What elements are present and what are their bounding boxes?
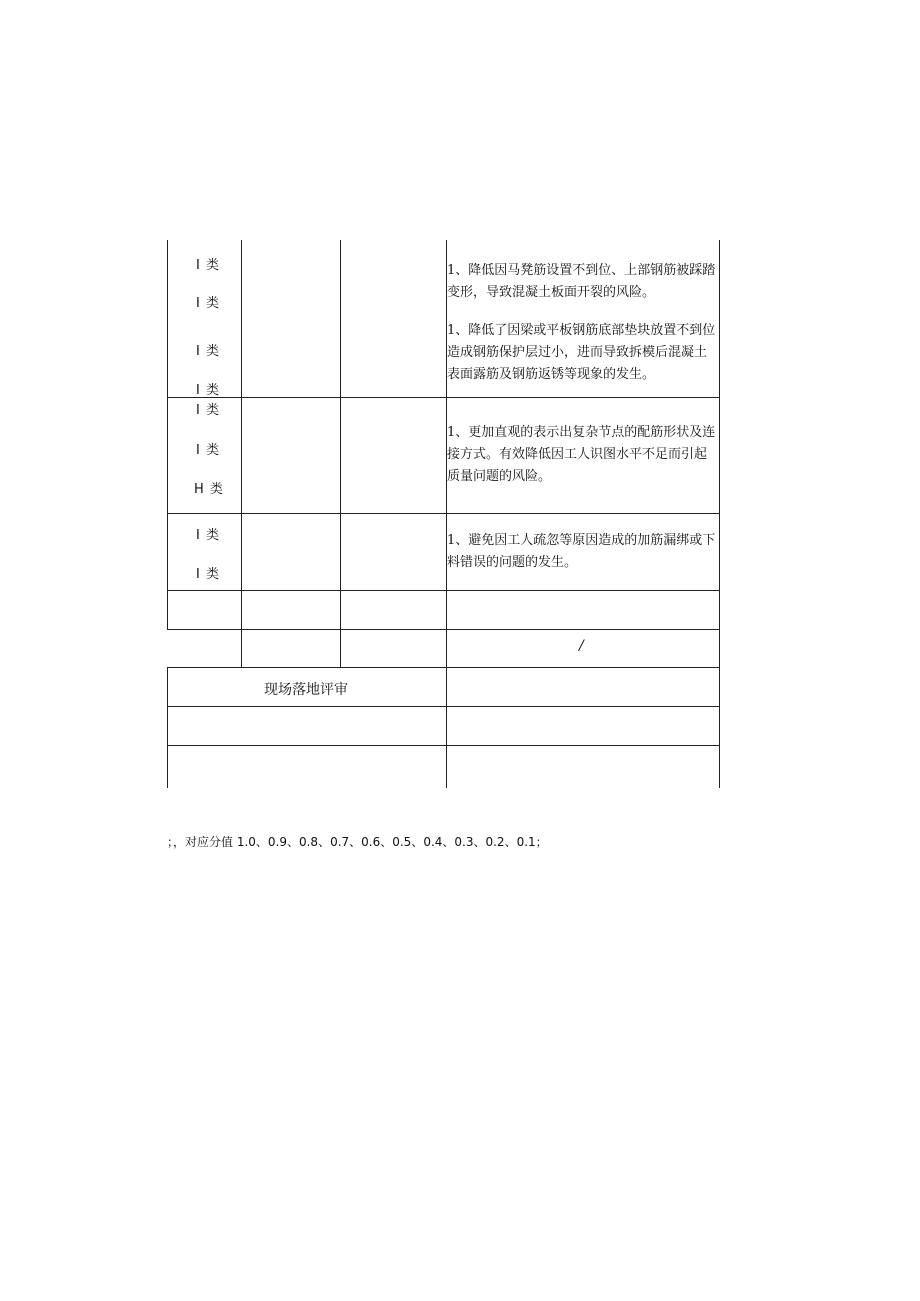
grid-line [241, 240, 242, 667]
category-label: I 类 [196, 296, 220, 311]
grid-line [167, 590, 720, 591]
effect-description: 1、更加直观的表示出复杂节点的配筋形状及连接方式。有效降低因工人识图水平不足而引起质量问题的风险。 [447, 425, 716, 484]
review-label: 现场落地评审 [264, 682, 348, 698]
grid-line [340, 240, 341, 667]
grid-line [167, 745, 720, 746]
grid-line [167, 667, 720, 668]
effect-description: 1、避免因工人疏忽等原因造成的加筋漏绑或下料错误的问题的发生。 [447, 533, 716, 570]
category-label: I 类 [196, 567, 220, 582]
grid-line [167, 240, 168, 630]
slash-mark: / [579, 638, 584, 654]
grid-line [167, 629, 720, 630]
category-label: I 类 [196, 258, 220, 273]
category-label: I 类 [196, 344, 220, 359]
category-label: I 类 [196, 383, 220, 398]
effect-description: 1、降低因马凳筋设置不到位、上部钢筋被踩踏变形，导致混凝土板面开裂的风险。 [447, 263, 716, 300]
effect-description: 1、降低了因梁或平板钢筋底部垫块放置不到位造成钢筋保护层过小，进而导致拆模后混凝土表面露筋及钢筋返锈等现象的发生。 [447, 323, 716, 382]
grid-line [167, 513, 720, 514]
category-label: I 类 [196, 403, 220, 418]
grid-line [167, 668, 168, 788]
category-label: H 类 [194, 482, 224, 497]
score-note: ；，对应分值 1.0、0.9、0.8、0.7、0.6、0.5、0.4、0.3、0.2、0.1； [167, 835, 548, 849]
category-label: I 类 [196, 443, 220, 458]
grid-line [167, 706, 720, 707]
grid-line [167, 397, 720, 398]
category-label: I 类 [196, 528, 220, 543]
